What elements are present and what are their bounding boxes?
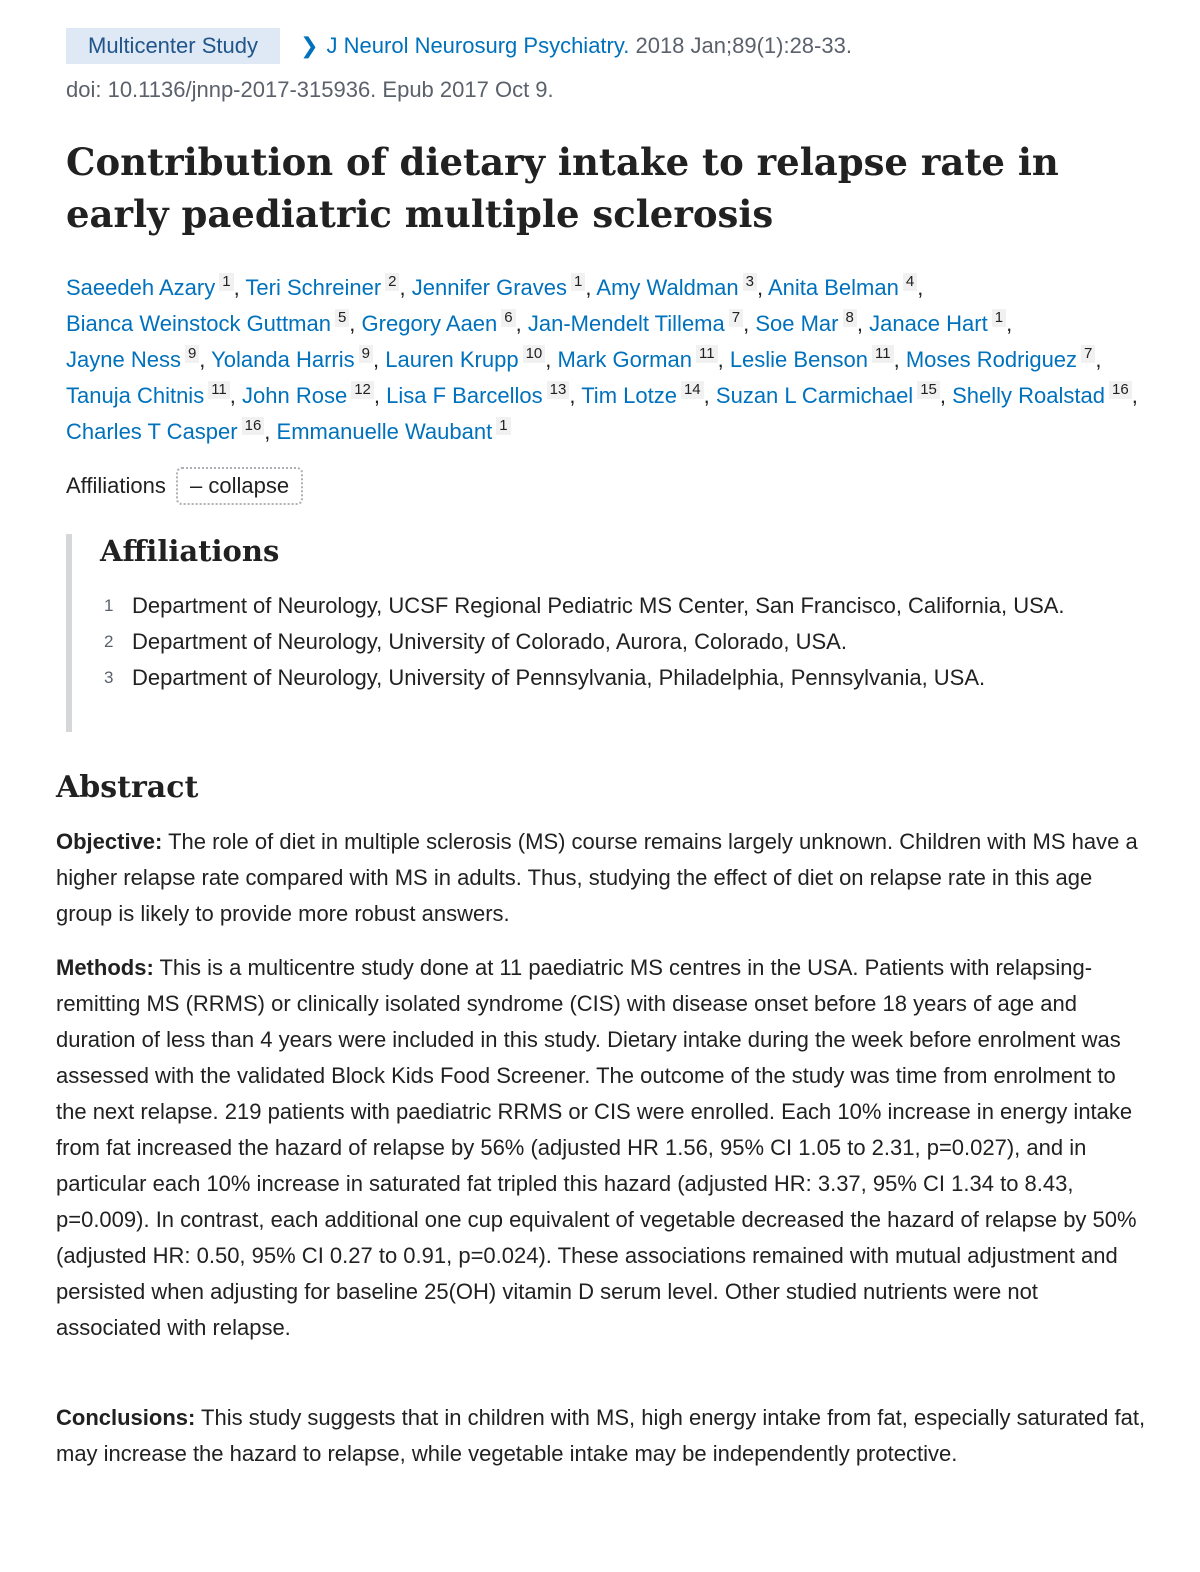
author-item bbox=[66, 311, 355, 336]
affiliations-list bbox=[104, 588, 1134, 696]
author-separator: , bbox=[545, 347, 552, 372]
author-separator: , bbox=[199, 347, 206, 372]
author-link[interactable]: Tim Lotze bbox=[581, 383, 677, 408]
affiliations-label: Affiliations bbox=[66, 473, 166, 498]
author-link[interactable]: Moses Rodriguez bbox=[905, 347, 1078, 372]
author-item bbox=[245, 275, 405, 300]
author-link[interactable]: Soe Mar bbox=[755, 311, 839, 336]
author-separator: , bbox=[233, 275, 240, 300]
affiliation-ref-link[interactable]: 1 bbox=[219, 273, 233, 291]
publication-date: 2018 Jan;89(1):28-33. bbox=[635, 33, 852, 58]
author-link[interactable]: Suzan L Carmichael bbox=[715, 383, 914, 408]
author-separator: , bbox=[856, 311, 863, 336]
affiliation-ref-link[interactable]: 1 bbox=[496, 417, 510, 435]
author-item bbox=[528, 311, 749, 336]
journal-name: J Neurol Neurosurg Psychiatry. bbox=[326, 33, 630, 58]
affiliation-item bbox=[104, 588, 1134, 624]
author-link[interactable]: John Rose bbox=[242, 383, 348, 408]
affiliation-text: Department of Neurology, University of Colorado, Aurora, Colorado, USA. bbox=[132, 629, 847, 654]
affiliation-number: 2 bbox=[104, 632, 114, 651]
author-separator: , bbox=[349, 311, 356, 336]
affiliation-ref-link[interactable]: 1 bbox=[571, 273, 585, 291]
author-item bbox=[362, 311, 522, 336]
abstract-methods bbox=[56, 950, 1146, 1346]
author-separator: , bbox=[569, 383, 576, 408]
author-item bbox=[730, 347, 900, 372]
author-item bbox=[386, 383, 575, 408]
author-list bbox=[66, 270, 1156, 450]
affiliation-ref-link[interactable]: 4 bbox=[903, 273, 917, 291]
author-separator: , bbox=[893, 347, 900, 372]
methods-text: This is a multicentre study done at 11 paediatric MS centres in the USA. Patients with relapsing-remitting MS (RRMS) or clinically isolated syndrome (CIS) with disease onset before 18 years of age and duration of less than 4 years were included in this study. Dietary intake during the week before enrolment was assessed with the validated Block Kids Food Screener. The outcome of the study was time from enrolment to the next relapse. 219 patients with paediatric RRMS or CIS were enrolled. Each 10% increase in energy intake from fat increased the hazard of relapse by 56% (adjusted HR 1.56, 95% CI 1.05 to 2.31, p=0.027), and in particular each 10% increase in saturated fat tripled this hazard (adjusted HR: 3.37, 95% CI 1.34 to 8.43, p=0.009). In contrast, each additional one cup equivalent of vegetable decreased the hazard of relapse by 50% (adjusted HR: 0.50, 95% CI 0.27 to 0.91, p=0.024). These associations remained with mutual adjustment and persisted when adjusting for baseline 25(OH) vitamin D serum level. Other studied nutrients were not associated with relapse. bbox=[56, 955, 1137, 1340]
author-separator: , bbox=[743, 311, 750, 336]
affiliation-text: Department of Neurology, University of Pennsylvania, Philadelphia, Pennsylvania, USA. bbox=[132, 665, 986, 690]
author-separator: , bbox=[264, 419, 271, 444]
conclusions-label: Conclusions: bbox=[56, 1405, 196, 1430]
doi-line: doi: 10.1136/jnnp-2017-315936. Epub 2017 Oct 9. bbox=[66, 77, 554, 102]
affiliations-panel bbox=[66, 534, 1152, 732]
author-link[interactable]: Mark Gorman bbox=[557, 347, 692, 372]
author-link[interactable]: Tanuja Chitnis bbox=[66, 383, 205, 408]
conclusions-text: This study suggests that in children with MS, high energy intake from fat, especially saturated fat, may increase the hazard to relapse, while vegetable intake may be independently protective. bbox=[56, 1405, 1146, 1466]
chevron-right-icon: ❯ bbox=[300, 33, 319, 58]
author-item bbox=[906, 347, 1102, 372]
author-separator: , bbox=[917, 275, 924, 300]
affiliation-ref-link[interactable]: 16 bbox=[1109, 381, 1132, 399]
author-link[interactable]: Bianca Weinstock Guttman bbox=[66, 311, 331, 336]
affiliation-ref-link[interactable]: 1 bbox=[992, 309, 1006, 327]
author-link[interactable]: Janace Hart bbox=[869, 311, 988, 336]
author-link[interactable]: Yolanda Harris bbox=[211, 347, 355, 372]
collapse-affiliations-button[interactable]: – collapse bbox=[176, 467, 303, 505]
affiliation-ref-link[interactable]: 2 bbox=[385, 273, 399, 291]
author-link[interactable]: Lisa F Barcellos bbox=[386, 383, 543, 408]
author-item bbox=[66, 275, 240, 300]
affiliation-ref-link[interactable]: 6 bbox=[501, 309, 515, 327]
author-link[interactable]: Emmanuelle Waubant bbox=[276, 419, 493, 444]
affiliation-item bbox=[104, 624, 1134, 660]
author-item bbox=[755, 311, 863, 336]
author-link[interactable]: Leslie Benson bbox=[729, 347, 869, 372]
author-separator: , bbox=[1006, 311, 1013, 336]
affiliation-ref-link[interactable]: 12 bbox=[351, 381, 374, 399]
author-separator: , bbox=[939, 383, 946, 408]
author-item bbox=[66, 347, 205, 372]
affiliation-ref-link[interactable]: 7 bbox=[1081, 345, 1095, 363]
author-link[interactable]: Gregory Aaen bbox=[361, 311, 498, 336]
author-separator: , bbox=[1095, 347, 1102, 372]
affiliations-toggle-row bbox=[66, 466, 303, 506]
affiliation-ref-link[interactable]: 11 bbox=[208, 381, 230, 399]
author-item bbox=[581, 383, 710, 408]
author-item bbox=[242, 383, 380, 408]
methods-label: Methods: bbox=[56, 955, 154, 980]
affiliation-ref-link[interactable]: 10 bbox=[523, 345, 546, 363]
author-separator: , bbox=[585, 275, 592, 300]
author-item bbox=[412, 275, 592, 300]
article-title: Contribution of dietary intake to relapse rate in early paediatric multiple sclerosis bbox=[66, 140, 1059, 236]
author-link[interactable]: Jennifer Graves bbox=[411, 275, 568, 300]
author-separator: , bbox=[756, 275, 764, 300]
author-item bbox=[66, 419, 270, 444]
author-link[interactable]: Anita Belman bbox=[768, 275, 899, 300]
author-link[interactable]: Charles T Casper bbox=[66, 419, 238, 444]
objective-text: The role of diet in multiple sclerosis (MS) course remains largely unknown. Children with MS have a higher relapse rate compared with MS in adults. Thus, studying the effect of diet on relapse rate in this age group is likely to provide more robust answers. bbox=[56, 829, 1138, 926]
author-separator: , bbox=[373, 383, 381, 408]
affiliation-text: Department of Neurology, UCSF Regional Pediatric MS Center, San Francisco, California, USA. bbox=[132, 593, 1065, 618]
author-item bbox=[952, 383, 1138, 408]
affiliation-item bbox=[104, 660, 1134, 696]
affiliation-ref-link[interactable]: 16 bbox=[242, 417, 265, 435]
affiliation-ref-link[interactable]: 15 bbox=[917, 381, 940, 399]
author-item bbox=[596, 275, 763, 300]
affiliation-ref-link[interactable]: 11 bbox=[872, 345, 894, 363]
affiliation-ref-link[interactable]: 13 bbox=[547, 381, 570, 399]
affiliation-number: 1 bbox=[104, 596, 114, 615]
abstract-conclusions bbox=[56, 1400, 1146, 1472]
affiliation-ref-link[interactable]: 9 bbox=[359, 345, 373, 363]
author-link[interactable]: Saeedeh Azary bbox=[66, 275, 216, 300]
author-link[interactable]: Amy Waldman bbox=[596, 275, 739, 300]
author-separator: , bbox=[703, 383, 710, 408]
affiliation-ref-link[interactable]: 5 bbox=[335, 309, 349, 327]
author-separator: , bbox=[515, 311, 522, 336]
author-separator: , bbox=[717, 347, 724, 372]
author-separator: , bbox=[1131, 383, 1138, 408]
abstract-objective bbox=[56, 824, 1146, 932]
author-separator: , bbox=[399, 275, 406, 300]
author-item bbox=[277, 419, 511, 444]
affiliation-ref-link[interactable]: 14 bbox=[681, 381, 704, 399]
objective-label: Objective: bbox=[56, 829, 163, 854]
affiliation-number: 3 bbox=[104, 668, 114, 687]
affiliation-ref-link[interactable]: 7 bbox=[729, 309, 743, 327]
affiliations-heading: Affiliations bbox=[100, 534, 280, 568]
affiliation-ref-link[interactable]: 11 bbox=[696, 345, 718, 363]
citation-line bbox=[66, 28, 1146, 64]
author-item bbox=[385, 347, 551, 372]
affiliation-ref-link[interactable]: 8 bbox=[843, 309, 857, 327]
author-link[interactable]: Teri Schreiner bbox=[245, 275, 382, 300]
author-item bbox=[768, 275, 923, 300]
author-item bbox=[716, 383, 946, 408]
journal-link[interactable] bbox=[300, 33, 629, 58]
author-separator: , bbox=[372, 347, 380, 372]
author-link[interactable]: Shelly Roalstad bbox=[952, 383, 1105, 408]
publication-type-badge: Multicenter Study bbox=[66, 28, 280, 64]
abstract-heading: Abstract bbox=[56, 770, 199, 805]
affiliation-ref-link[interactable]: 9 bbox=[185, 345, 199, 363]
author-separator: , bbox=[229, 383, 236, 408]
author-link[interactable]: Jan-Mendelt Tillema bbox=[527, 311, 725, 336]
affiliation-ref-link[interactable]: 3 bbox=[743, 273, 757, 291]
author-link[interactable]: Lauren Krupp bbox=[385, 347, 519, 372]
author-item bbox=[211, 347, 379, 372]
author-item bbox=[66, 383, 236, 408]
author-item bbox=[869, 311, 1012, 336]
author-link[interactable]: Jayne Ness bbox=[66, 347, 181, 372]
author-item bbox=[558, 347, 724, 372]
